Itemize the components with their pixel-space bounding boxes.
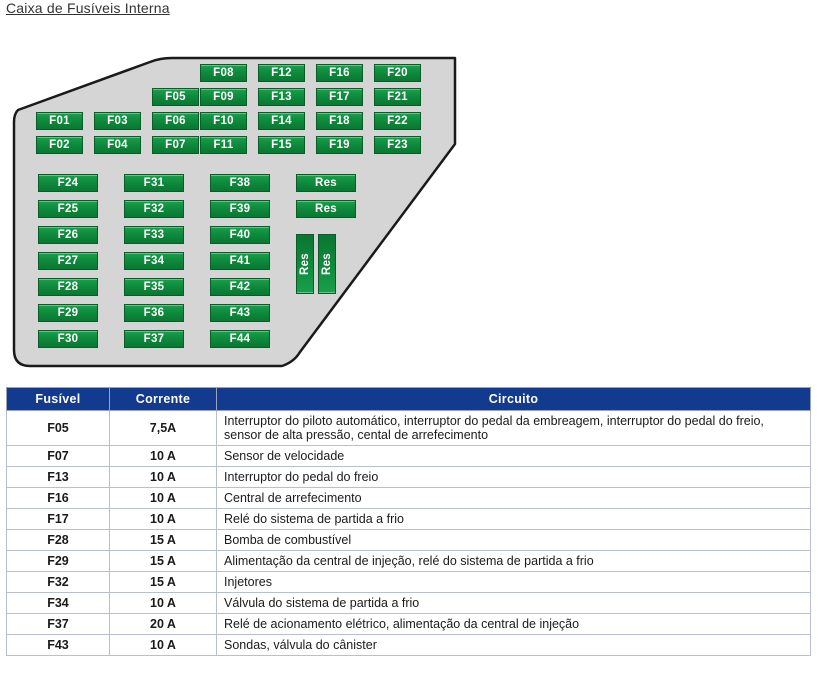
- table-row: [7, 509, 811, 530]
- cell-circuit: Injetores: [217, 572, 811, 593]
- fuse-F20[interactable]: F20: [374, 64, 421, 82]
- fuse-F09[interactable]: F09: [200, 88, 247, 106]
- cell-circuit: Relé de acionamento elétrico, alimentação da central de injeção: [217, 614, 811, 635]
- table-row: [7, 593, 811, 614]
- fuse-F13[interactable]: F13: [258, 88, 305, 106]
- cell-current: 10 A: [110, 593, 217, 614]
- cell-current: 15 A: [110, 530, 217, 551]
- fuse-F25[interactable]: F25: [38, 200, 98, 218]
- cell-fuse: F29: [7, 551, 110, 572]
- cell-circuit: Bomba de combustível: [217, 530, 811, 551]
- cell-circuit: Sondas, válvula do cânister: [217, 635, 811, 656]
- fuse-F21[interactable]: F21: [374, 88, 421, 106]
- fuse-F38[interactable]: F38: [210, 174, 270, 192]
- fuse-F11[interactable]: F11: [200, 136, 247, 154]
- cell-fuse: F37: [7, 614, 110, 635]
- fuse-F39[interactable]: F39: [210, 200, 270, 218]
- cell-fuse: F05: [7, 411, 110, 446]
- cell-fuse: F28: [7, 530, 110, 551]
- interior-fuse-box-diagram: [0, 22, 500, 377]
- fuse-F41[interactable]: F41: [210, 252, 270, 270]
- fuse-F22[interactable]: F22: [374, 112, 421, 130]
- cell-current: 10 A: [110, 467, 217, 488]
- cell-fuse: F07: [7, 446, 110, 467]
- fuse-assignment-table: [6, 387, 811, 656]
- cell-current: 10 A: [110, 509, 217, 530]
- cell-fuse: F13: [7, 467, 110, 488]
- fuse-reserve-2[interactable]: Res: [296, 200, 356, 218]
- fuse-F03[interactable]: F03: [94, 112, 141, 130]
- table-row: [7, 446, 811, 467]
- fuse-F10[interactable]: F10: [200, 112, 247, 130]
- table-row: [7, 572, 811, 593]
- cell-current: 10 A: [110, 488, 217, 509]
- cell-fuse: F43: [7, 635, 110, 656]
- fuse-F36[interactable]: F36: [124, 304, 184, 322]
- fuse-F06[interactable]: F06: [152, 112, 199, 130]
- fuse-F27[interactable]: F27: [38, 252, 98, 270]
- fuse-F01[interactable]: F01: [36, 112, 83, 130]
- fuse-F34[interactable]: F34: [124, 252, 184, 270]
- fuse-F16[interactable]: F16: [316, 64, 363, 82]
- cell-circuit: Relé do sistema de partida a frio: [217, 509, 811, 530]
- cell-circuit: Sensor de velocidade: [217, 446, 811, 467]
- table-row: [7, 635, 811, 656]
- fuse-F26[interactable]: F26: [38, 226, 98, 244]
- cell-fuse: F34: [7, 593, 110, 614]
- cell-current: 10 A: [110, 446, 217, 467]
- fuse-F30[interactable]: F30: [38, 330, 98, 348]
- cell-current: 10 A: [110, 635, 217, 656]
- fuse-F02[interactable]: F02: [36, 136, 83, 154]
- cell-circuit: Central de arrefecimento: [217, 488, 811, 509]
- fuse-F29[interactable]: F29: [38, 304, 98, 322]
- cell-current: 15 A: [110, 551, 217, 572]
- cell-current: 7,5A: [110, 411, 217, 446]
- cell-fuse: F16: [7, 488, 110, 509]
- fuse-F15[interactable]: F15: [258, 136, 305, 154]
- cell-fuse: F17: [7, 509, 110, 530]
- cell-fuse: F32: [7, 572, 110, 593]
- fuse-F43[interactable]: F43: [210, 304, 270, 322]
- fuse-F40[interactable]: F40: [210, 226, 270, 244]
- fuse-F24[interactable]: F24: [38, 174, 98, 192]
- fuse-F14[interactable]: F14: [258, 112, 305, 130]
- cell-circuit: Válvula do sistema de partida a frio: [217, 593, 811, 614]
- fuse-F18[interactable]: F18: [316, 112, 363, 130]
- table-header-row: [7, 388, 811, 411]
- table-row: [7, 467, 811, 488]
- fuse-reserve-3[interactable]: Res: [296, 234, 314, 294]
- table-row: [7, 411, 811, 446]
- column-header-circuit: Circuito: [217, 388, 811, 411]
- cell-circuit: Alimentação da central de injeção, relé do sistema de partida a frio: [217, 551, 811, 572]
- page-title: Caixa de Fusíveis Interna: [6, 0, 170, 16]
- fuse-F08[interactable]: F08: [200, 64, 247, 82]
- fuse-F17[interactable]: F17: [316, 88, 363, 106]
- fuse-F32[interactable]: F32: [124, 200, 184, 218]
- cell-current: 20 A: [110, 614, 217, 635]
- table-row: [7, 488, 811, 509]
- fuse-F12[interactable]: F12: [258, 64, 305, 82]
- fuse-F33[interactable]: F33: [124, 226, 184, 244]
- cell-circuit: Interruptor do piloto automático, interruptor do pedal da embreagem, interruptor do pedal do freio, sensor de alta pressão, cental de arrefecimento: [217, 411, 811, 446]
- column-header-fuse: Fusível: [7, 388, 110, 411]
- fuse-F04[interactable]: F04: [94, 136, 141, 154]
- fuse-F44[interactable]: F44: [210, 330, 270, 348]
- cell-circuit: Interruptor do pedal do freio: [217, 467, 811, 488]
- fuse-F07[interactable]: F07: [152, 136, 199, 154]
- fuse-F28[interactable]: F28: [38, 278, 98, 296]
- fuse-reserve-4[interactable]: Res: [318, 234, 336, 294]
- fuse-F05[interactable]: F05: [152, 88, 199, 106]
- fuse-F42[interactable]: F42: [210, 278, 270, 296]
- fuse-reserve-1[interactable]: Res: [296, 174, 356, 192]
- column-header-current: Corrente: [110, 388, 217, 411]
- cell-current: 15 A: [110, 572, 217, 593]
- table-row: [7, 530, 811, 551]
- fuse-F35[interactable]: F35: [124, 278, 184, 296]
- table-row: [7, 551, 811, 572]
- fuse-F37[interactable]: F37: [124, 330, 184, 348]
- fuse-F19[interactable]: F19: [316, 136, 363, 154]
- fuse-F31[interactable]: F31: [124, 174, 184, 192]
- fuse-F23[interactable]: F23: [374, 136, 421, 154]
- table-row: [7, 614, 811, 635]
